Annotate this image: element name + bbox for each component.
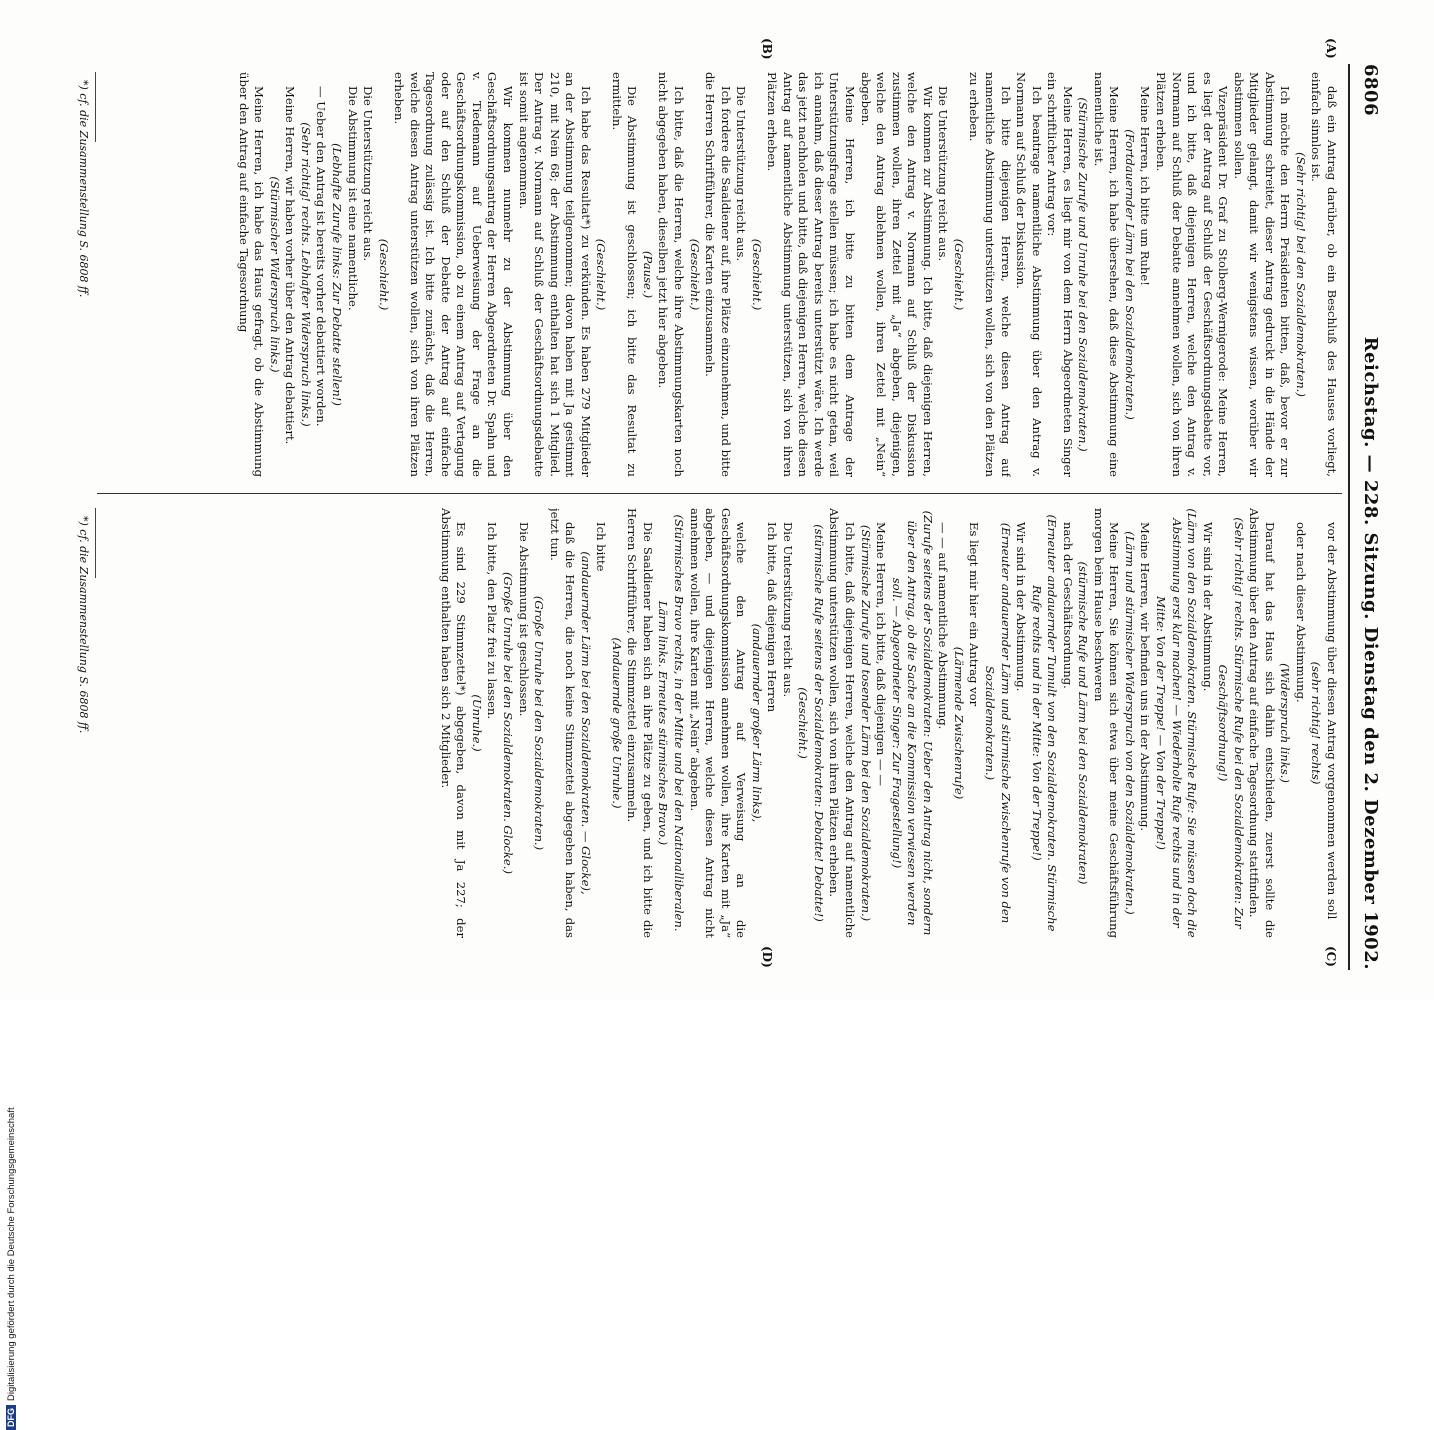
paragraph: Ich fordere die Saaldiener auf, ihre Plätze einzunehmen, und bitte die Herren Schriftführer, die Karten einzusammeln.: [703, 72, 733, 477]
paragraph: Wir kommen zur Abstimmung. Ich bitte, daß diejenigen Herren, welche den Antrag v. Normann auf Schluß der Diskussion zustimmen wollen, ihren Zettel mit „Ja“ abgeben, diejenigen, welche den Antrag ablehnen wollen, ihren Zettel mit „Nein“ abgeben.: [858, 72, 935, 477]
stage-direction: (Geschieht.): [687, 238, 702, 311]
paragraph: Vizepräsident Dr. Graf zu Stolberg-Wernigerode: Meine Herren, es liegt der Antrag auf Schluß der Geschäftsordnungsdebatte vor, und ich bitte, daß diejenigen Herren, welche den Antrag v. Normann auf Schluß der Debatte annehmen wollen, sich von ihren Plätzen erheben.: [1153, 72, 1231, 477]
paragraph: Meine Herren, ich bitte um Ruhe!: [1138, 86, 1153, 286]
stage-direction: (Sehr richtig! rechts. Lebhafter Widerspruch links.): [298, 122, 313, 427]
stage-direction: (Geschieht.): [376, 238, 391, 311]
margin-marker-a: (A): [1324, 38, 1338, 59]
stage-direction: (Unruhe.): [469, 694, 484, 752]
stage-direction: (Widerspruch links.): [1278, 663, 1293, 783]
paragraph: Ich bitte, daß diejenigen Herren: [765, 522, 780, 713]
paragraph: Wir sind in der Abstimmung.: [1200, 522, 1215, 692]
stage-direction: (Zurufe seitens der Sozialdemokraten: Ueber den Antrag nicht, sondern über den Antrag, ob die Sache an die Kommission verwiesen werden soll. — Abgeordneter Singer: Zur Fragestellung!): [889, 510, 935, 936]
stage-direction: (Lärm von den Sozialdemokraten. Stürmische Rufe: Sie müssen doch die Abstimmung erst klar machen! — Wiederholte Rufe rechts und in der Mitte: Von der Treppe! — Von der Treppe!): [1153, 508, 1200, 938]
paragraph: Ich bitte, daß diejenigen Herren, welche den Antrag auf namentliche Abstimmung unterstützen wollen, sich von ihren Plätzen erheben.: [827, 508, 858, 938]
paragraph: Meine Herren, wir befinden uns in der Abstimmung.: [1138, 522, 1153, 832]
paragraph: Meine Herren, Sie können sich etwa über meine Geschäftsführung morgen beim Hause beschweren: [1091, 508, 1122, 938]
stage-direction: (Fortdauernder Lärm bei den Sozialdemokraten.): [1122, 129, 1137, 420]
paragraph: Die Abstimmung ist eine namentliche.: [345, 86, 360, 311]
paragraph: Wir sind in der Abstimmung.: [1014, 522, 1029, 692]
stage-direction: (Geschieht.): [796, 687, 811, 759]
paragraph: Meine Herren, es liegt mir von dem Herrn Abgeordneten Singer ein schriftlicher Antrag vor:: [1045, 72, 1075, 477]
paragraph: Wir kommen nunmehr zu der Abstimmung über den Geschäftsordnungsantrag der Herren Abgeordneten Dr. Spahn und v. Tiedemann auf Ueberweisung der Frage an die Geschäftsordnungskommission, ob zu einem Antrag auf Vertagung oder auf den Schluß der Debatte der Antrag auf einfache Tagesordnung zulässig ist. Ich bitte zunächst, daß die Herren, welche diesen Antrag unterstützen wollen, sich von ihren Plätzen erheben.: [392, 72, 516, 477]
paragraph: Meine Herren, ich habe übersehen, daß diese Abstimmung eine namentliche ist.: [1091, 72, 1122, 477]
stage-direction: (Sehr richtig! rechts. Stürmische Rufe bei den Sozialdemokraten: Zur Geschäftsordnung!): [1216, 517, 1246, 929]
stage-direction: (stürmische Rufe und Lärm bei den Sozialdemokraten): [1076, 561, 1091, 885]
paragraph: Es sind 229 Stimmzettel*) abgegeben, davon mit Ja 227; der Abstimmung enthalten haben sich 2 Mitglieder.: [438, 508, 469, 938]
paragraph: daß die Herren, die noch keine Stimmzettel abgegeben haben, das jetzt tun.: [547, 508, 578, 938]
paragraph: Meine Herren, wir haben vorher über den Antrag debattiert.: [283, 86, 298, 445]
footnote-rule-right: [95, 508, 96, 578]
paragraph: — Ueber den Antrag ist bereits vorher debattiert worden.: [314, 86, 329, 427]
paragraph: Ich beantrage namentliche Abstimmung über den Antrag v. Normann auf Schluß der Diskussion.: [1014, 72, 1044, 477]
margin-marker-b: (B): [760, 38, 774, 60]
paragraph: Ich bitte, daß die Herren, welche ihre Abstimmungskarten noch nicht abgegeben haben, dieselben jetzt hier abgeben.: [656, 72, 687, 477]
paragraph: Die Unterstützung reicht aus.: [361, 86, 376, 262]
footnote-rule-left: [95, 72, 96, 142]
stage-direction: (Lärm und stürmischer Widerspruch von den Sozialdemokraten.): [1122, 531, 1137, 915]
page-number: 6806: [1360, 64, 1382, 117]
paragraph: Die Unterstützung reicht aus.: [734, 86, 749, 262]
paragraph: — — auf namentliche Abstimmung.: [936, 522, 951, 730]
page-header-title: Reichstag. — 228. Sitzung. Dienstag den 2. Dezember 1902.: [1360, 336, 1382, 970]
paragraph: Ich habe das Resultat*) zu verkünden. Es haben 279 Mitglieder an der Abstimmung teilgenommen; davon haben mit Ja gestimmt 210, mit Nein 68; der Abstimmung enthalten hat sich 1 Mitglied. Der Antrag v. Normann auf Schluß der Geschäftsordnungsdebatte ist somit angenommen.: [516, 72, 593, 477]
paragraph: Meine Herren, ich bitte, daß diejenigen — —: [874, 522, 889, 786]
paragraph: Ich bitte: [594, 522, 609, 572]
stage-direction: (andauernder großer Lärm links),: [749, 623, 764, 823]
stage-direction: (Pause.): [640, 250, 655, 299]
stage-direction: (Lärmende Zwischenrufe): [951, 646, 966, 800]
paragraph: daß ein Antrag darüber, ob ein Beschluß des Hauses vorliegt, einfach sinnlos ist.: [1309, 72, 1339, 477]
stage-direction: (Stürmische Zurufe und Unruhe bei den Sozialdemokraten.): [1076, 97, 1091, 452]
paragraph: Die Saaldiener haben sich an ihre Plätze zu geben, und ich bitte die Herren Schriftführer, die Stimmzettel einzusammeln.: [625, 508, 655, 938]
paragraph: Die Abstimmung ist geschlossen.: [516, 522, 531, 717]
stage-direction: (Geschieht.): [749, 238, 764, 311]
header-rule: [1348, 64, 1350, 970]
stage-direction: (Große Unruhe bei den Sozialdemokraten. Glocke.): [501, 572, 516, 874]
dfg-logo-icon: DFG: [6, 1405, 16, 1430]
paragraph: Es liegt mir hier ein Antrag vor: [967, 522, 982, 707]
left-column: [104, 72, 1339, 477]
paragraph: vor der Abstimmung über diesen Antrag vorgenommen werden soll: [1325, 522, 1339, 920]
stage-direction: (Erneuter andauernder Tumult von den Sozialdemokraten. Stürmische Rufe rechts und in der Mitte: Von der Treppe!): [1029, 514, 1060, 932]
stage-direction: (Sehr richtig! bei den Sozialdemokraten.): [1293, 152, 1308, 397]
footnote-right: *) cf. die Zusammenstellung S. 6808 ff.: [77, 516, 90, 734]
paragraph: Meine Herren, ich habe das Haus gefragt, ob die Abstimmung über den Antrag auf einfache Tagesordnung: [236, 72, 267, 477]
stage-direction: (Große Unruhe bei den Sozialdemokraten.): [532, 595, 547, 851]
paragraph: Die Unterstützung reicht aus.: [780, 522, 795, 698]
stage-direction: (andauernder Lärm bei den Sozialdemokraten. — Glocke),: [578, 551, 593, 895]
paragraph: Ich möchte den Herrn Präsidenten bitten, daß, bevor er zur Abstimmung schreitet, dieser Antrag gedruckt in die Hände der Mitglieder gelangt, damit wir wenigstens wissen, worüber wir abstimmen sollen.: [1231, 72, 1293, 477]
right-column: [104, 508, 1339, 938]
stage-direction: (Erneuter andauernder Lärm und stürmische Zwischenrufe von den Sozialdemokraten.): [982, 522, 1013, 924]
stage-direction: (Stürmisches Bravo rechts, in der Mitte und bei den Nationalliberalen. Lärm links. Erneutes stürmisches Bravo.): [656, 514, 687, 932]
paragraph: Die Unterstützung reicht aus.: [936, 86, 951, 262]
stage-direction: (Geschieht.): [951, 238, 966, 311]
digitization-credit: [6, 1107, 17, 1430]
digitization-text: Digitalisierung gefördert durch die Deutsche Forschungsgemeinschaft: [6, 1107, 17, 1401]
stage-direction: (Stürmischer Widerspruch links.): [267, 176, 282, 373]
paragraph: welche den Antrag auf Verweisung an die Geschäftsordnungskommission annehmen wollen, ihre Karten mit „Ja“ abgeben, — und diejenigen Herren, welche diesen Antrag nicht annehmen wollen, ihre Karten mit „Nein“ abgeben.: [687, 508, 749, 938]
column-divider: [97, 493, 1342, 494]
paragraph: Darauf hat das Haus sich dahin entschieden, zuerst sollte die Abstimmung über den Antrag auf einfache Tagesordnung stattfinden.: [1247, 508, 1277, 938]
margin-marker-d: (D): [760, 946, 774, 968]
stage-direction: (Andauernde große Unruhe.): [609, 637, 624, 809]
page-header: [1356, 64, 1386, 970]
margin-marker-c: (C): [1324, 946, 1338, 967]
stage-direction: (sehr richtig! rechts): [1309, 661, 1324, 785]
paragraph: Ich bitte diejenigen Herren, welche diesen Antrag auf namentliche Abstimmung unterstützen wollen, sich von den Plätzen zu erheben.: [967, 72, 1013, 477]
footnote-left: *) cf. die Zusammenstellung S. 6808 ff.: [77, 80, 90, 298]
stage-direction: (Lebhafte Zurufe links: Zur Debatte stellen!): [330, 143, 344, 406]
paragraph: oder nach dieser Abstimmung.: [1293, 522, 1308, 703]
paragraph: Meine Herren, ich bitte zu bitten dem Antrage der Unterstützungsfrage stellen müssen; ich habe es nicht getan, weil ich annahm, daß dieser Antrag bereits unterstützt wäre. Ich werde das jetzt nachholen und bitte, daß diejenigen Herren, welche diesen Antrag auf namentliche Abstimmung unterstützen, sich von ihren Plätzen erheben.: [765, 72, 858, 477]
stage-direction: (stürmische Rufe seitens der Sozialdemokraten: Debatte! Debatte!): [811, 524, 826, 922]
paragraph: Ich bitte, den Platz frei zu lassen.: [485, 522, 500, 720]
paragraph: nach der Geschäftsordnung.: [1060, 522, 1075, 689]
paragraph: Die Abstimmung ist geschlossen; ich bitte das Resultat zu ermitteln.: [609, 72, 640, 477]
stage-direction: (Geschieht.): [594, 238, 609, 311]
stage-direction: (Stürmische Zurufe und tosender Lärm bei den Sozialdemokraten.): [858, 524, 873, 922]
